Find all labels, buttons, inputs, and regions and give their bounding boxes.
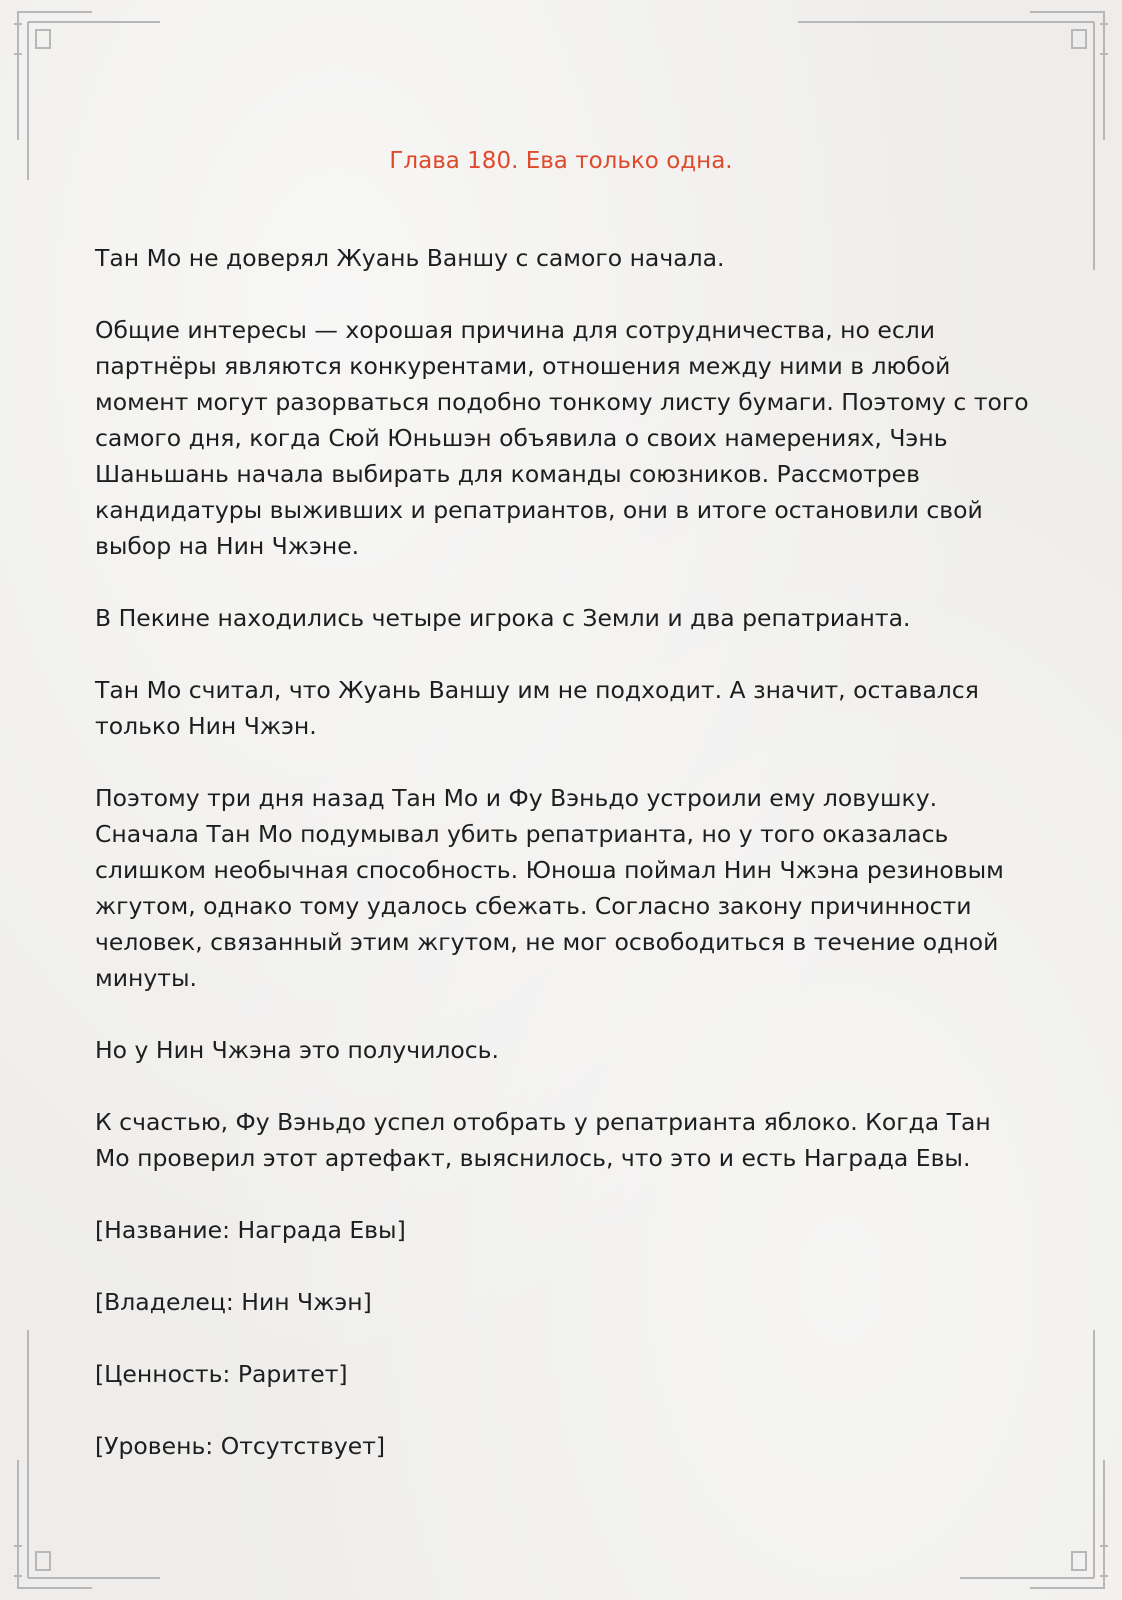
chapter-title: Глава 180. Ева только одна. — [389, 148, 733, 174]
item-owner-line: [Владелец: Нин Чжэн] — [95, 1288, 372, 1316]
paragraph: Тан Мо считал, что Жуань Ваншу им не подходит. А значит, оставался только Нин Чжэн. — [95, 676, 979, 740]
item-name-line: [Название: Награда Евы] — [95, 1216, 406, 1244]
paragraph: Общие интересы — хорошая причина для сотрудничества, но если партнёры являются конкурентами, отношения между ними в любой момент могут разорваться подобно тонкому листу бумаги. Поэтому с того самого дня, когда Сюй Юньшэн объявила о своих намерениях, Чэнь Шаньшань начала выбирать для команды союзников. Рассмотрев кандидатуры выживших и репатриантов, они в итоге остановили свой выбор на Нин Чжэне. — [95, 316, 1029, 560]
chapter-text — [95, 240, 1030, 1500]
paragraph: Поэтому три дня назад Тан Мо и Фу Вэньдо устроили ему ловушку. Сначала Тан Мо подумывал убить репатрианта, но у того оказалась слишком необычная способность. Юноша поймал Нин Чжэна резиновым жгутом, однако тому удалось сбежать. Согласно закону причинности человек, связанный этим жгутом, не мог освободиться в течение одной минуты. — [95, 784, 1004, 992]
item-value-line: [Ценность: Раритет] — [95, 1360, 348, 1388]
paragraph: Но у Нин Чжэна это получилось. — [95, 1036, 499, 1064]
paragraph: Тан Мо не доверял Жуань Ваншу с самого начала. — [95, 244, 725, 272]
item-level-line: [Уровень: Отсутствует] — [95, 1432, 386, 1460]
paragraph: К счастью, Фу Вэньдо успел отобрать у репатрианта яблоко. Когда Тан Мо проверил этот артефакт, выяснилось, что это и есть Награда Евы. — [95, 1108, 991, 1172]
paragraph: В Пекине находились четыре игрока с Земли и два репатрианта. — [95, 604, 911, 632]
